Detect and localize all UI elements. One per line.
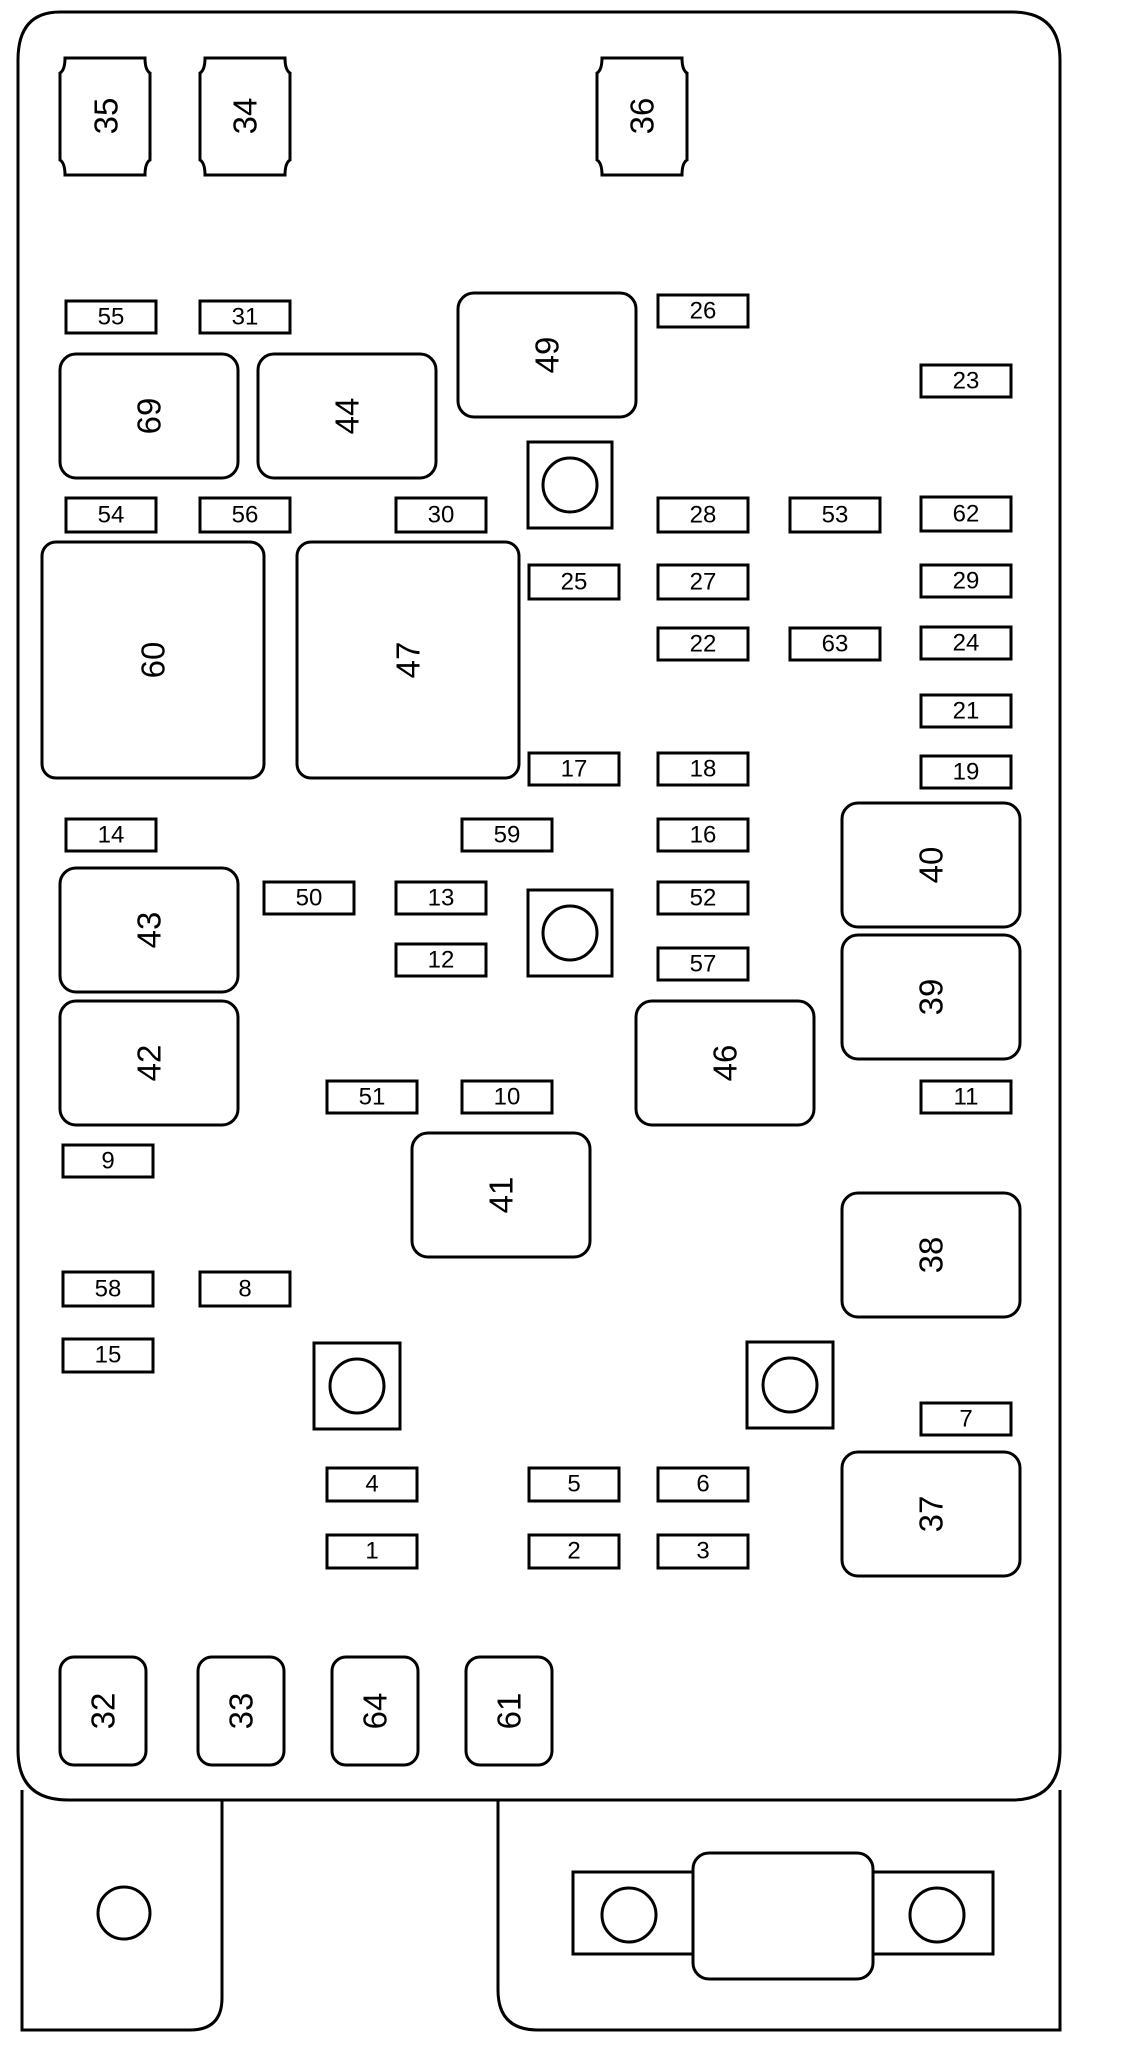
fuse-number-label: 50	[295, 884, 323, 912]
fuse-number-label: 3	[696, 1537, 710, 1565]
fuse-number-label: 26	[689, 297, 717, 325]
large-fuse	[200, 58, 290, 175]
mini-fuse	[921, 565, 1011, 597]
mini-fuse	[658, 1468, 748, 1501]
relay	[60, 868, 238, 992]
relay	[842, 935, 1020, 1059]
fuse-number-label: 17	[560, 755, 588, 783]
fuse-number-label: 12	[427, 946, 455, 974]
fuse-number-label: 47	[389, 641, 427, 679]
large-fuse-label: 35	[87, 97, 125, 135]
fuse-number-label: 52	[689, 884, 717, 912]
mini-fuse	[63, 1145, 153, 1177]
fuse-number-label: 40	[912, 846, 950, 884]
mini-fuse	[921, 756, 1011, 788]
mini-fuse	[921, 627, 1011, 659]
mini-fuse	[658, 753, 748, 785]
fuse-number-label: 11	[953, 1083, 979, 1111]
mini-fuse	[327, 1081, 417, 1113]
relay	[258, 354, 436, 478]
large-fuse	[597, 58, 687, 175]
left-mounting-tab	[22, 1790, 222, 2030]
mini-fuse	[529, 565, 619, 599]
fuse-number-label: 64	[356, 1692, 394, 1730]
mini-fuse	[63, 1272, 153, 1306]
fuse-number-label: 6	[696, 1470, 710, 1498]
connector-body	[693, 1853, 873, 1979]
fuse-number-label: 7	[959, 1405, 973, 1433]
fuse-number-label: 2	[567, 1537, 581, 1565]
cartridge-fuse	[332, 1657, 418, 1765]
relay	[842, 1193, 1020, 1317]
cartridge-fuse	[198, 1657, 284, 1765]
mini-fuse	[921, 365, 1011, 397]
mounting-bolt	[747, 1342, 833, 1428]
mini-fuse	[200, 1272, 290, 1306]
mini-fuse	[529, 1535, 619, 1568]
mini-fuse	[66, 301, 156, 333]
mini-fuse	[658, 819, 748, 851]
relay	[842, 803, 1020, 927]
fuse-number-label: 27	[689, 568, 717, 596]
relay	[42, 542, 264, 778]
relay	[636, 1001, 814, 1125]
fuse-number-label: 24	[952, 629, 980, 657]
mini-fuse	[658, 498, 748, 532]
fuse-number-label: 31	[231, 303, 259, 331]
mini-fuse	[658, 295, 748, 327]
mini-fuse	[396, 944, 486, 976]
large-fuse-label: 36	[623, 97, 661, 135]
mini-fuse	[66, 498, 156, 532]
large-fuse-label: 34	[226, 97, 264, 135]
mini-fuse	[790, 628, 880, 660]
fuse-number-label: 49	[528, 336, 566, 374]
fuse-number-label: 42	[130, 1044, 168, 1082]
relay	[60, 1001, 238, 1125]
mini-fuse	[921, 695, 1011, 727]
relay	[412, 1133, 590, 1257]
fuse-number-label: 8	[238, 1275, 252, 1303]
fuse-number-label: 63	[821, 630, 849, 658]
fuse-number-label: 59	[493, 821, 521, 849]
fuse-number-label: 25	[560, 568, 588, 596]
fuse-number-label: 22	[689, 630, 717, 658]
fuse-number-label: 57	[689, 950, 717, 978]
fuse-number-label: 46	[706, 1044, 744, 1082]
mini-fuse	[327, 1535, 417, 1568]
fuse-number-label: 37	[912, 1495, 950, 1533]
fuse-number-label: 19	[952, 758, 980, 786]
fuse-number-label: 16	[689, 821, 717, 849]
fuse-number-label: 58	[94, 1275, 122, 1303]
mounting-bolt	[314, 1343, 400, 1429]
fuse-number-label: 54	[97, 501, 125, 529]
fuse-number-label: 44	[328, 397, 366, 435]
mini-fuse	[529, 1468, 619, 1501]
fuse-number-label: 39	[912, 978, 950, 1016]
mini-fuse	[462, 1081, 552, 1113]
fuse-number-label: 56	[231, 501, 259, 529]
fuse-number-label: 4	[365, 1470, 379, 1498]
mini-fuse	[921, 1403, 1011, 1435]
fuse-number-label: 9	[101, 1147, 115, 1175]
mounting-bolt	[528, 890, 612, 976]
fuse-number-label: 18	[689, 755, 717, 783]
large-fuse	[60, 58, 150, 175]
fuse-number-label: 13	[427, 884, 455, 912]
mini-fuse	[264, 882, 354, 914]
fuse-number-label: 30	[427, 501, 455, 529]
fuse-number-label: 23	[952, 367, 980, 395]
left-mounting-hole	[98, 1887, 150, 1939]
fuse-number-label: 5	[567, 1470, 581, 1498]
cartridge-fuse	[466, 1657, 552, 1765]
cartridge-fuse	[60, 1657, 146, 1765]
relay	[297, 542, 519, 778]
mounting-bolt	[528, 442, 612, 528]
fuse-number-label: 69	[130, 397, 168, 435]
mini-fuse	[200, 301, 290, 333]
mini-fuse	[921, 1081, 1011, 1113]
mini-fuse	[658, 1535, 748, 1568]
mini-fuse	[327, 1468, 417, 1501]
fuse-number-label: 51	[358, 1083, 386, 1111]
mini-fuse	[658, 628, 748, 660]
fuse-number-label: 60	[134, 641, 172, 679]
mini-fuse	[921, 497, 1011, 531]
fuse-number-label: 61	[490, 1692, 528, 1730]
mini-fuse	[200, 498, 290, 532]
mini-fuse	[63, 1339, 153, 1372]
relay	[60, 354, 238, 478]
relay	[458, 293, 636, 417]
fuse-number-label: 33	[222, 1692, 260, 1730]
fuse-number-label: 14	[97, 821, 125, 849]
mini-fuse	[658, 948, 748, 980]
mini-fuse	[529, 753, 619, 785]
fuse-number-label: 55	[97, 303, 125, 331]
fuse-number-label: 29	[952, 567, 980, 595]
relay	[842, 1452, 1020, 1576]
fuse-number-label: 15	[94, 1341, 122, 1369]
fuse-number-label: 41	[482, 1176, 520, 1214]
fuse-number-label: 62	[952, 500, 980, 528]
mini-fuse	[658, 882, 748, 914]
fuse-number-label: 53	[821, 501, 849, 529]
mini-fuse	[462, 819, 552, 851]
fuse-number-label: 38	[912, 1236, 950, 1274]
mini-fuse	[658, 565, 748, 599]
mini-fuse	[396, 882, 486, 914]
mini-fuse	[66, 819, 156, 851]
fuse-number-label: 10	[493, 1083, 521, 1111]
fuse-number-label: 1	[365, 1537, 379, 1565]
mini-fuse	[790, 498, 880, 532]
fuse-number-label: 32	[84, 1692, 122, 1730]
mini-fuse	[396, 498, 486, 532]
fuse-number-label: 28	[689, 501, 717, 529]
fuse-number-label: 43	[130, 911, 168, 949]
fuse-number-label: 21	[952, 697, 980, 725]
